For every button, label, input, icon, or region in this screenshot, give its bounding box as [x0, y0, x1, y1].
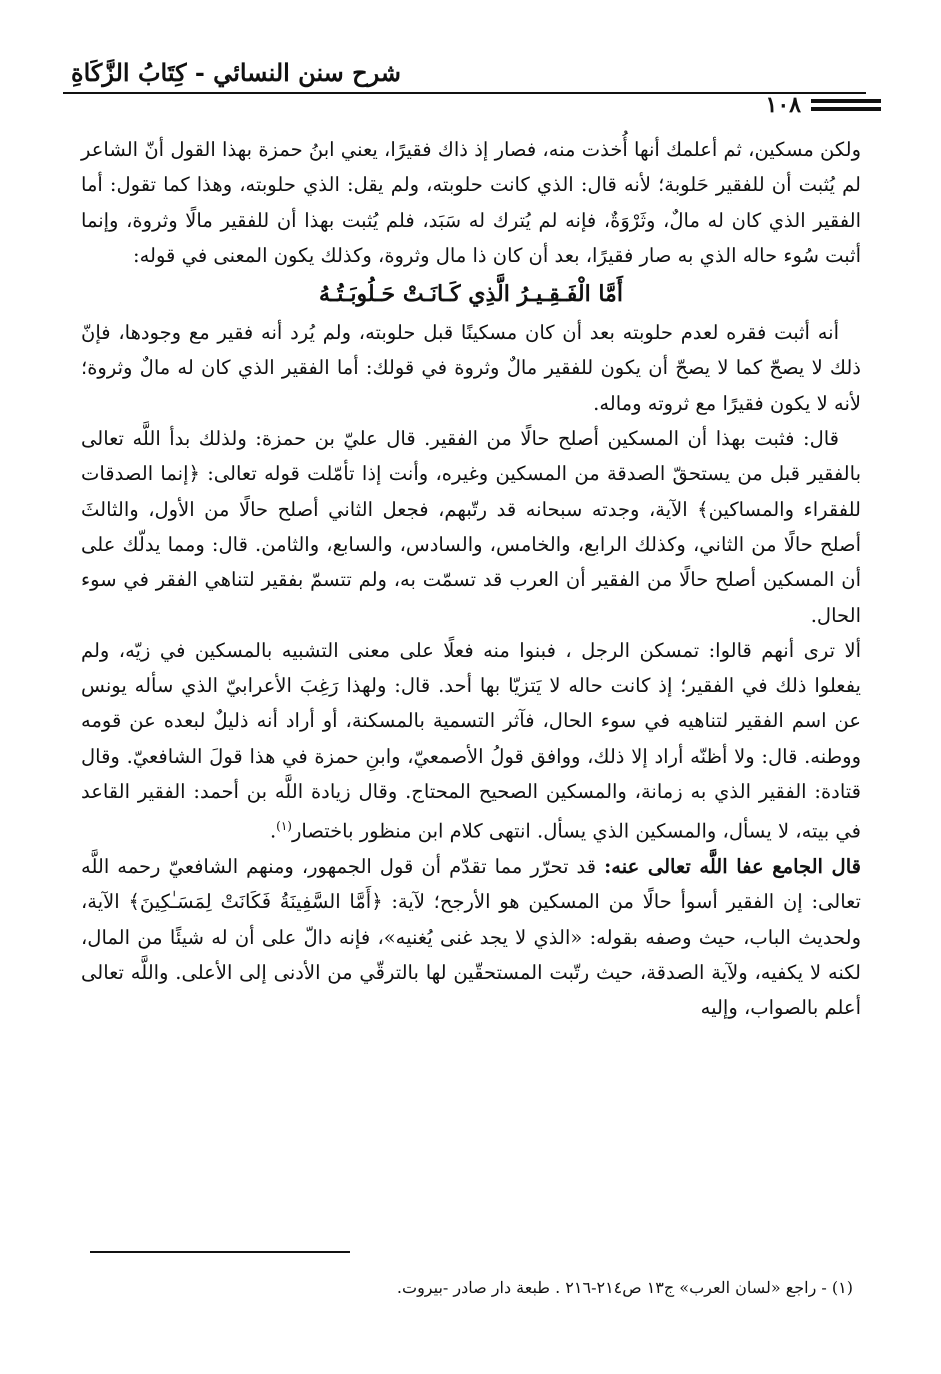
footnote-marker: (١) — [276, 819, 292, 834]
footnote: (١) - راجع «لسان العرب» ج١٣ ص٢١٤-٢١٦ . طبعة دار صادر -بيروت. — [396, 1278, 853, 1297]
footnote-rule — [90, 1251, 350, 1253]
page-number: ١٠٨ — [765, 92, 801, 118]
paragraph-text: قد تحرّر مما تقدّم أن قول الجمهور، ومنهم الشافعيّ رحمه اللَّه تعالى: إن الفقير أسوأ حالًا من المسكين هو الأرجح؛ لآية: ﴿أَمَّا السَّفِينَةُ فَكَانَتْ لِمَسَـٰكِينَ﴾ الآية، ولحديث الباب، حيث وصفه بقوله: «الذي لا يجد غنى يُغنيه»، فإنه دالّ على أن له شيئًا من المال، لكنه لا يكفيه، ولآية الصدقة، حيث رتّبت المستحقّين لها بالترقّي من الأدنى إلى الأعلى. واللَّه تعالى أعلم بالصواب، وإليه — [81, 855, 862, 1020]
page-number-row — [766, 90, 881, 120]
paragraph: ألا ترى أنهم قالوا: تمسكن الرجل ، فبنوا منه فعلًا على معنى التشبيه بالمسكين في زيّه، ولم يفعلوا ذلك في الفقير؛ إذ كانت حاله لا يَتزيّا بها أحد. قال: ولهذا رَغِبَ الأعرابيّ الذي سأله يونس عن اسم الفقير لتناهيه في سوء الحال، فآثر التسمية بالمسكنة، أو أراد أنه ذليلٌ لبعده عن قومه ووطنه. قال: ولا أظنّه أراد إلا ذلك، ووافق قولُ الأصمعيّ، وابنِ حمزة في هذا قولَ الشافعيّ. وقال قتادة: الفقير الذي به زمانة، والمسكين الصحيح المحتاج. وقال زيادة اللَّه بن أحمد: الفقير القاعد في بيته، لا يسأل، والمسكين الذي يسأل. انتهى كلام ابن منظور باختصار$^{(١)}$. — [81, 638, 861, 843]
poetry-verse: أَمَّا الْفَـقِـيـرُ الَّذِي كَـانَـتْ حَـلُوبَـتُـهُ — [319, 281, 623, 308]
running-header-title: شرح سنن النسائي - كِتَابُ الزَّكَاةِ — [71, 58, 401, 87]
main-text — [81, 132, 861, 1026]
paragraph: ولكن مسكين، ثم أعلمك أنها أُخذت منه، فصار إذ ذاك فقيرًا، يعني ابنُ حمزة بهذا القول أنّ الشاعر لم يُثبت أن للفقير حَلوبة؛ لأنه قال: الذي كانت حلوبته، ولم يقل: الذي حلوبته، وهذا كما تقول: أما الفقير الذي كان له مالٌ، وثَرْوَةٌ، فإنه لم يُترك له سَبَد، فلم يُثبت بهذا أن للفقير مالًا وثروة، وإنما أثبت سُوء حاله الذي به صار فقيرًا، بعد أن كان ذا مال وثروة، وكذلك يكون المعنى في قوله: — [81, 138, 861, 267]
paragraph — [81, 849, 861, 1025]
header-rule — [63, 92, 866, 94]
paragraph-text: ألا ترى أنهم قالوا: تمسكن الرجل ، فبنوا منه فعلًا على معنى التشبيه بالمسكين في زيّه، ولم يفعلوا ذلك في الفقير؛ إذ كانت حاله لا يَتزيّا بها أحد. قال: ولهذا رَغِبَ الأعرابيّ الذي سأله يونس عن اسم الفقير لتناهيه في سوء الحال، فآثر التسمية بالمسكنة، أو أراد أنه ذليلٌ لبعده عن قومه ووطنه. قال: ولا أظنّه أراد إلا ذلك، ووافق قولُ الأصمعيّ، وابنِ حمزة في هذا قولَ الشافعيّ. وقال قتادة: الفقير الذي به زمانة، والمسكين الصحيح المحتاج. وقال زيادة اللَّه بن أحمد: الفقير القاعد في بيته، لا يسأل، والمسكين الذي يسأل. انتهى كلام ابن منظور باختصار — [81, 638, 861, 843]
page-number-bars — [811, 99, 881, 111]
paragraph: قال: فثبت بهذا أن المسكين أصلح حالًا من الفقير. قال عليّ بن حمزة: ولذلك بدأ اللَّه تعالى بالفقير قبل من يستحقّ الصدقة من المسكين وغيره، وأنت إذا تأمّلت قوله تعالى: ﴿إنما الصدقات للفقراء والمساكين﴾ الآية، وجدته سبحانه قد رتّبهم، فجعل الثاني أصلح حالًا من الأول، والثالثَ أصلح حالًا من الثاني، وكذلك الرابع، والخامس، والسادس، والسابع، والثامن. قال: ومما يدلّك على أن المسكين أصلح حالًا من الفقير أن العرب قد تسمّت به، ولم تتسمّ بفقير لتناهي الفقر في سوء الحال. — [81, 427, 861, 627]
paragraph: أنه أثبت فقره لعدم حلوبته بعد أن كان مسكينًا قبل حلوبته، ولم يُرد أنه فقير مع وجودها، فإنّ ذلك لا يصحّ كما لا يصحّ أن يكون للفقير مالٌ وثروة في قولك: أما الفقير الذي كان له مالٌ وثروة؛ لأنه لا يكون فقيرًا مع ثروته وماله. — [81, 321, 861, 415]
author-lead: قال الجامع عفا اللَّه تعالى عنه: — [604, 855, 861, 879]
